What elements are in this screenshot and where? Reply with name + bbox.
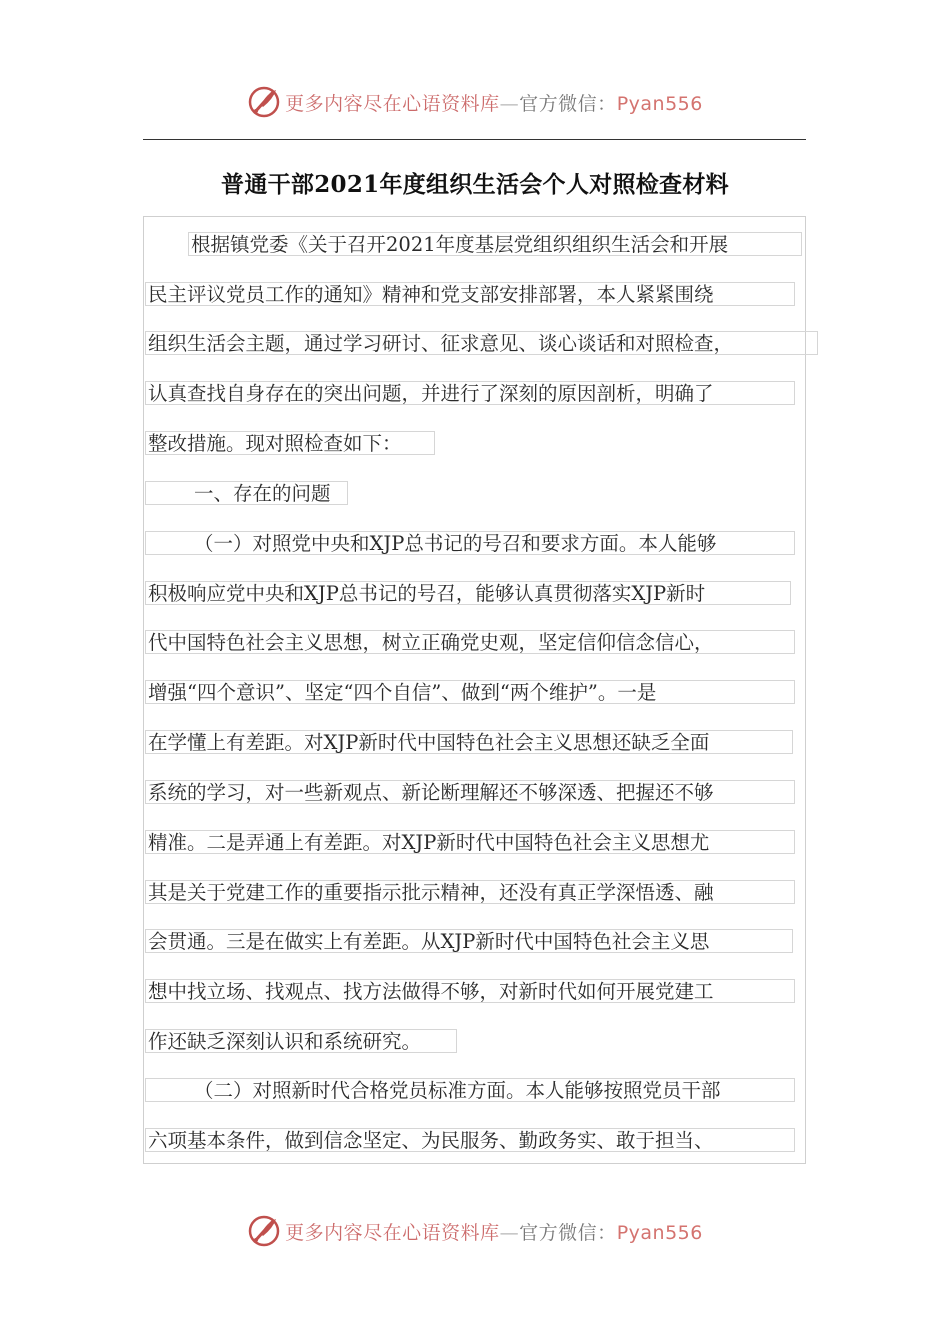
text-line: 组织生活会主题，通过学习研讨、征求意见、谈心谈话和对照检查， [145, 331, 818, 355]
text-line: （二）对照新时代合格党员标准方面。本人能够按照党员干部 [145, 1078, 795, 1102]
text-line: （一）对照党中央和XJP总书记的号召和要求方面。本人能够 [145, 531, 795, 555]
footer-banner [0, 1211, 950, 1251]
quill-logo-icon [247, 85, 281, 119]
header-separator: — [499, 92, 520, 115]
text-line: 其是关于党建工作的重要指示批示精神，还没有真正学深悟透、融 [145, 880, 795, 904]
text-line: 会贯通。三是在做实上有差距。从XJP新时代中国特色社会主义思 [145, 929, 793, 953]
footer-brand: 更多内容尽在心语资料库 [285, 1221, 500, 1244]
document-title: 普通干部2021年度组织生活会个人对照检查材料 [221, 171, 729, 198]
header-divider [143, 139, 806, 140]
text-line: 认真查找自身存在的突出问题，并进行了深刻的原因剖析，明确了 [145, 381, 795, 405]
header-banner [0, 82, 950, 122]
text-line: 根据镇党委《关于召开2021年度基层党组织组织生活会和开展 [188, 232, 802, 256]
footer-separator: — [499, 1221, 520, 1244]
text-line: 增强“四个意识”、坚定“四个自信”、做到“两个维护”。一是 [145, 680, 795, 704]
quill-logo-icon [247, 1214, 281, 1248]
text-line: 在学懂上有差距。对XJP新时代中国特色社会主义思想还缺乏全面 [145, 730, 793, 754]
header-wechat-label: 官方微信： [519, 92, 617, 115]
text-line: 民主评议党员工作的通知》精神和党支部安排部署，本人紧紧围绕 [145, 282, 795, 306]
footer-wechat-id: Pyan556 [616, 1221, 703, 1244]
text-line: 精准。二是弄通上有差距。对XJP新时代中国特色社会主义思想尤 [145, 830, 795, 854]
text-line: 作还缺乏深刻认识和系统研究。 [145, 1029, 457, 1053]
footer-text [285, 1218, 703, 1245]
header-text [285, 89, 703, 116]
text-line: 想中找立场、找观点、找方法做得不够，对新时代如何开展党建工 [145, 979, 795, 1003]
text-line: 积极响应党中央和XJP总书记的号召，能够认真贯彻落实XJP新时 [145, 581, 791, 605]
text-line: 六项基本条件，做到信念坚定、为民服务、勤政务实、敢于担当、 [145, 1128, 795, 1152]
header-brand: 更多内容尽在心语资料库 [285, 92, 500, 115]
text-line: 代中国特色社会主义思想，树立正确党史观，坚定信仰信念信心， [145, 630, 795, 654]
text-line: 系统的学习，对一些新观点、新论断理解还不够深透、把握还不够 [145, 780, 795, 804]
section-heading: 一、存在的问题 [145, 481, 348, 505]
text-line: 整改措施。现对照检查如下： [145, 431, 435, 455]
footer-wechat-label: 官方微信： [519, 1221, 617, 1244]
header-wechat-id: Pyan556 [616, 92, 703, 115]
